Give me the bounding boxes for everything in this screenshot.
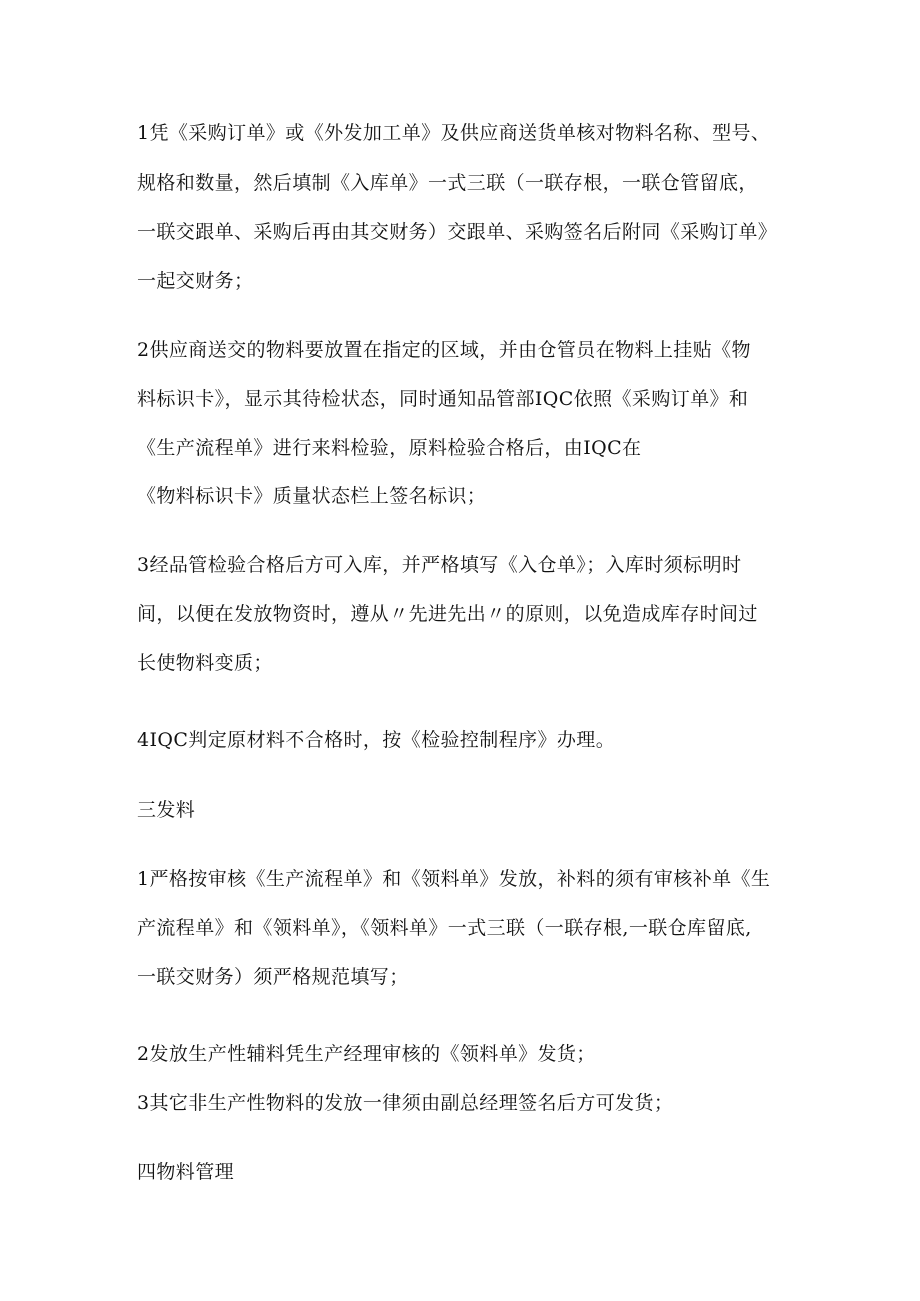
section-heading-issuing: 三发料	[137, 799, 196, 821]
paragraph-receiving-2-line-3: 《生产流程单》进行来料检验，原料检验合格后，由IQC在	[137, 437, 642, 459]
paragraph-receiving-3-line-2: 间，以便在发放物资时，遵从〃先进先出〃的原则，以免造成库存时间过	[137, 603, 758, 625]
section-heading-material-management: 四物料管理	[137, 1161, 235, 1183]
paragraph-receiving-3-line-1: 3经品管检验合格后方可入库，并严格填写《入仓单》；入库时须标明时	[137, 554, 742, 576]
paragraph-issuing-1-line-3: 一联交财务）须严格规范填写；	[137, 966, 409, 988]
paragraph-receiving-4-line-1: 4IQC判定原材料不合格时，按《检验控制程序》办理。	[137, 729, 616, 751]
paragraph-receiving-1-line-1: 1凭《采购订单》或《外发加工单》及供应商送货单核对物料名称、型号、	[137, 122, 771, 144]
paragraph-issuing-1-line-1: 1严格按审核《生产流程单》和《领料单》发放，补料的须有审核补单《生	[137, 868, 771, 890]
paragraph-receiving-3-line-3: 长使物料变质；	[137, 652, 273, 674]
paragraph-receiving-2-line-4: 《物料标识卡》质量状态栏上签名标识；	[137, 485, 487, 507]
paragraph-receiving-1-line-2: 规格和数量，然后填制《入库单》一式三联（一联存根，一联仓管留底，	[137, 172, 758, 194]
paragraph-receiving-1-line-4: 一起交财务；	[137, 270, 254, 292]
paragraph-receiving-2-line-2: 料标识卡》，显示其待检状态，同时通知品管部IQC依照《采购订单》和	[137, 388, 749, 410]
paragraph-receiving-1-line-3: 一联交跟单、采购后再由其交财务）交跟单、采购签名后附同《采购订单》	[137, 221, 778, 243]
paragraph-issuing-3-line-1: 3其它非生产性物料的发放一律须由副总经理签名后方可发货；	[137, 1092, 674, 1114]
paragraph-issuing-1-line-2: 产流程单》和《领料单》，《领料单》一式三联（一联存根,一联仓库留底,	[137, 917, 752, 939]
paragraph-receiving-2-line-1: 2供应商送交的物料要放置在指定的区域，并由仓管员在物料上挂贴《物	[137, 339, 751, 361]
paragraph-issuing-2-line-1: 2发放生产性辅料凭生产经理审核的《领料单》发货；	[137, 1043, 596, 1065]
